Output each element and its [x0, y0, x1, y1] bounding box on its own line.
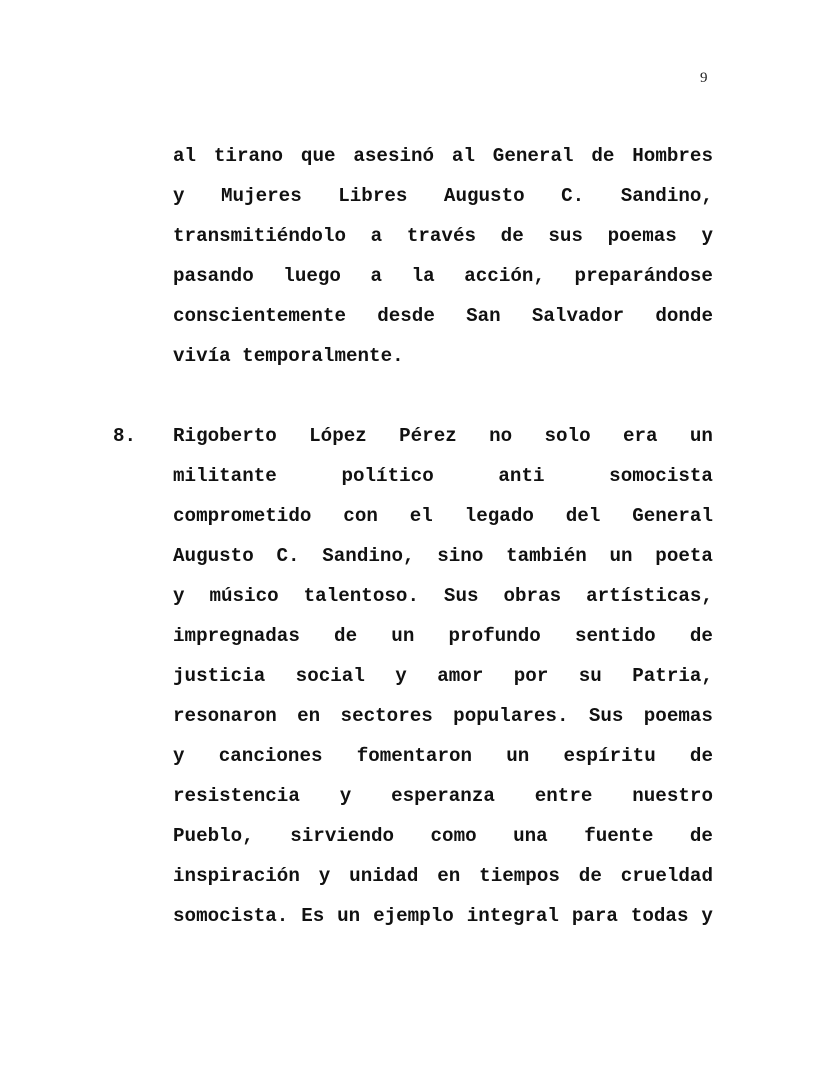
text-line-words [173, 896, 713, 936]
text-line-words [173, 536, 713, 576]
word: Es [301, 905, 325, 927]
text-line [173, 416, 713, 456]
word: de [689, 625, 713, 647]
word: artísticas, [586, 585, 713, 607]
text-line-words [173, 616, 713, 656]
word: Libres [338, 185, 408, 207]
word: y [173, 185, 185, 207]
word: integral [466, 905, 559, 927]
text-line-words [173, 136, 713, 176]
word: para [571, 905, 618, 927]
word: político [341, 465, 434, 487]
word: y [173, 585, 185, 607]
word: resistencia [173, 785, 300, 807]
text-line-words [173, 776, 713, 816]
text-line-words [173, 176, 713, 216]
word: preparándose [574, 265, 713, 287]
text-line-words [173, 496, 713, 536]
word: pasando [173, 265, 254, 287]
word: acción, [464, 265, 545, 287]
word: y [339, 785, 352, 807]
word: un [337, 905, 361, 927]
word: en [297, 705, 321, 727]
word: Patria, [632, 665, 713, 687]
word: General [632, 505, 713, 527]
word: legado [464, 505, 534, 527]
word: comprometido [173, 505, 312, 527]
text-line [173, 776, 713, 816]
word: entre [534, 785, 593, 807]
text-line [173, 256, 713, 296]
word: también [506, 545, 587, 567]
word: esperanza [391, 785, 495, 807]
word: del [565, 505, 601, 527]
word: poeta [655, 545, 713, 567]
word: Augusto [443, 185, 525, 207]
word: transmitiéndolo [173, 225, 347, 247]
word: y [318, 865, 331, 887]
word: asesinó [353, 145, 435, 167]
word: músico [209, 585, 279, 607]
word: en [437, 865, 461, 887]
word: a [370, 225, 383, 247]
word: través [406, 225, 477, 247]
word: somocista. [173, 905, 289, 927]
word: como [430, 825, 477, 847]
text-line [173, 176, 713, 216]
word: crueldad [620, 865, 713, 887]
word: por [513, 665, 549, 687]
word: desde [377, 305, 435, 327]
word: y [701, 905, 713, 927]
text-line-words [173, 456, 713, 496]
word: Mujeres [221, 185, 302, 207]
text-line [173, 856, 713, 896]
text-line-words [173, 216, 713, 256]
text-line-words [173, 416, 713, 456]
item-number: 8. [113, 425, 137, 447]
word: el [409, 505, 433, 527]
word: unidad [349, 865, 419, 887]
word: Rigoberto [173, 425, 277, 447]
word: no [489, 425, 513, 447]
text-line [173, 456, 713, 496]
word: sirviendo [290, 825, 395, 847]
text-line [173, 896, 713, 936]
word: tiempos [479, 865, 560, 887]
text-line [173, 296, 713, 336]
word: la [411, 265, 435, 287]
word: justicia [173, 665, 266, 687]
text-line [173, 696, 713, 736]
word: todas [630, 905, 689, 927]
text-line [173, 736, 713, 776]
text-line [173, 576, 713, 616]
text-line-words [173, 256, 713, 296]
word: Sandino, [322, 545, 415, 567]
word: obras [503, 585, 562, 607]
text-line [173, 536, 713, 576]
word: poemas [607, 225, 677, 247]
text-line-words [173, 736, 713, 776]
word: era [622, 425, 658, 447]
word: luego [283, 265, 341, 287]
word: sectores [340, 705, 433, 727]
text-line-words [173, 296, 713, 336]
word: amor [437, 665, 484, 687]
text-line [173, 616, 713, 656]
text-line-words [173, 576, 713, 616]
word: San [466, 305, 501, 327]
word: sino [437, 545, 484, 567]
text-line [173, 336, 713, 376]
word: impregnadas [173, 625, 300, 647]
word: Sus [443, 585, 479, 607]
word: Sandino, [620, 185, 713, 207]
word: de [689, 825, 713, 847]
word: canciones [218, 745, 323, 767]
text-line-words [173, 816, 713, 856]
paragraph-continued [173, 136, 713, 376]
word: ejemplo [373, 905, 454, 927]
word: militante [173, 465, 277, 487]
word: al [451, 145, 475, 167]
word: y [701, 225, 713, 247]
page-number: 9 [700, 70, 708, 86]
word: de [334, 625, 358, 647]
word: somocista [609, 465, 713, 487]
word: C. [276, 545, 300, 567]
word: vivía [173, 345, 231, 367]
word: anti [498, 465, 545, 487]
word: nuestro [632, 785, 713, 807]
text-line-words [173, 336, 713, 376]
word: que [300, 145, 336, 167]
word: sus [548, 225, 583, 247]
word: de [578, 865, 602, 887]
word: fuente [584, 825, 654, 847]
word: a [370, 265, 383, 287]
word: resonaron [173, 705, 277, 727]
word: fomentaron [356, 745, 473, 767]
word: conscientemente [173, 305, 347, 327]
text-line [173, 136, 713, 176]
word: profundo [448, 625, 541, 647]
word: Pérez [399, 425, 457, 447]
word: de [591, 145, 615, 167]
word: de [689, 745, 713, 767]
text-line-words [173, 856, 713, 896]
word: tirano [213, 145, 284, 167]
word: solo [544, 425, 591, 447]
word: poemas [643, 705, 713, 727]
word: con [343, 505, 378, 527]
word: temporalmente. [242, 345, 404, 367]
text-line [173, 216, 713, 256]
word: y [395, 665, 407, 687]
word: donde [655, 305, 713, 327]
word: General [492, 145, 574, 167]
word: Salvador [531, 305, 625, 327]
word: un [506, 745, 530, 767]
text-line-words [173, 696, 713, 736]
word: populares. [453, 705, 569, 727]
text-line [173, 496, 713, 536]
word: un [391, 625, 415, 647]
word: al [173, 145, 197, 167]
item-8-paragraph [173, 416, 713, 936]
word: un [689, 425, 713, 447]
word: Pueblo, [173, 825, 254, 847]
word: talentoso. [303, 585, 419, 607]
text-line-words [173, 656, 713, 696]
word: una [513, 825, 548, 847]
word: López [309, 425, 367, 447]
word: Augusto [173, 545, 254, 567]
word: inspiración [173, 865, 300, 887]
word: su [578, 665, 602, 687]
word: un [609, 545, 633, 567]
word: y [173, 745, 185, 767]
text-line [173, 656, 713, 696]
word: espíritu [563, 745, 656, 767]
word: C. [561, 185, 585, 207]
word: social [295, 665, 365, 687]
word: de [500, 225, 524, 247]
word: Hombres [632, 145, 713, 167]
word: sentido [574, 625, 656, 647]
word: Sus [588, 705, 624, 727]
text-line [173, 816, 713, 856]
